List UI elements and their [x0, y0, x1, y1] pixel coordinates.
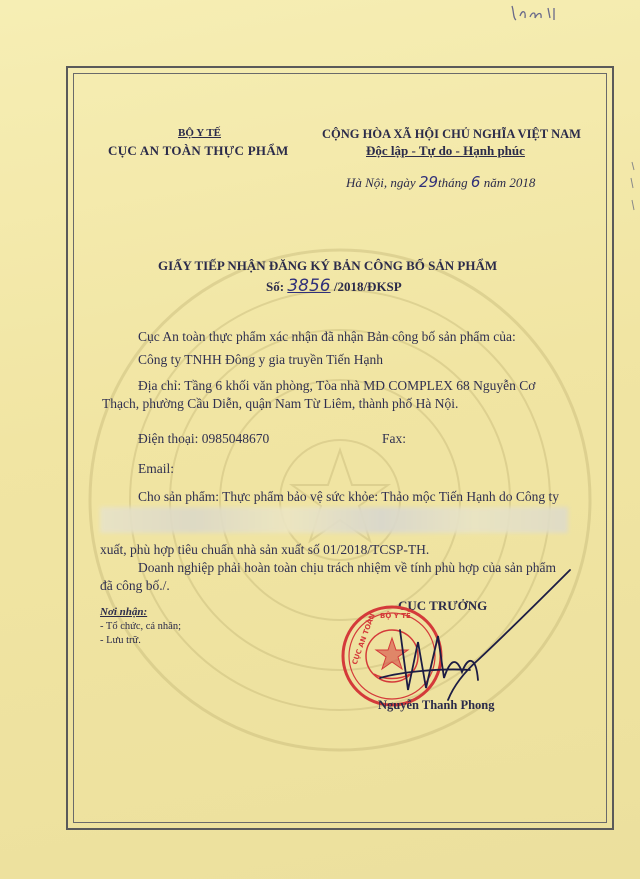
date-year: năm 2018	[480, 175, 536, 190]
signer-position: CỤC TRƯỞNG	[398, 598, 488, 613]
date-day: 29	[418, 173, 439, 191]
number-suffix: /2018/ĐKSP	[330, 279, 402, 294]
company-name: Công ty TNHH Đông y gia truyền Tiến Hạnh	[138, 352, 383, 367]
svg-text:CỤC AN TOÀN: CỤC AN TOÀN	[350, 612, 377, 666]
recipient-item: - Lưu trữ.	[100, 635, 141, 646]
address-line-1: Địa chỉ: Tầng 6 khối văn phòng, Tòa nhà MD COMPLEX 68 Nguyễn Cơ	[138, 378, 536, 393]
ministry-name: BỘ Y TẾ	[178, 127, 221, 139]
number-prefix: Số:	[266, 279, 288, 294]
recipient-item: - Tổ chức, cá nhân;	[100, 621, 182, 632]
date-month-label: tháng	[438, 175, 471, 190]
date-month: 6	[470, 173, 481, 191]
side-mark	[628, 160, 638, 220]
fax: Fax:	[382, 431, 407, 446]
confirmation-line: Cục An toàn thực phẩm xác nhận đã nhận Bản công bố sản phẩm của:	[138, 329, 516, 344]
email: Email:	[138, 461, 174, 476]
signer-name: Nguyễn Thanh Phong	[378, 698, 495, 712]
corner-handwritten-note	[508, 2, 568, 24]
country-name: CỘNG HÒA XÃ HỘI CHỦ NGHĨA VIỆT NAM	[322, 127, 581, 141]
address-line-2: Thạch, phường Cầu Diễn, quận Nam Từ Liêm, thành phố Hà Nội.	[102, 396, 459, 411]
standard-line: xuất, phù hợp tiêu chuẩn nhà sản xuất số 01/2018/TCSP-TH.	[100, 542, 430, 557]
redacted-blur-area	[100, 507, 568, 533]
agency-name: CỤC AN TOÀN THỰC PHẨM	[108, 143, 289, 158]
responsibility-line-2: đã công bố./.	[100, 578, 170, 593]
svg-text:BỘ Y TẾ: BỘ Y TẾ	[380, 612, 411, 620]
document-title: GIẤY TIẾP NHẬN ĐĂNG KÝ BẢN CÔNG BỐ SẢN PHẨM	[158, 258, 498, 273]
recipients-title: Nơi nhận:	[100, 606, 148, 618]
national-motto: Độc lập - Tự do - Hạnh phúc	[366, 143, 525, 158]
responsibility-line-1: Doanh nghiệp phải hoàn toàn chịu trách nhiệm về tính phù hợp của sản phẩm	[138, 560, 557, 575]
product-line: Cho sản phẩm: Thực phẩm bảo vệ sức khỏe: Thảo mộc Tiến Hạnh do Công ty	[138, 489, 559, 504]
issue-date	[346, 173, 535, 191]
number-handwritten: 3856	[287, 276, 331, 296]
document-number	[266, 276, 402, 296]
phone: Điện thoại: 0985048670	[138, 431, 270, 446]
date-prefix: Hà Nội, ngày	[346, 175, 419, 190]
